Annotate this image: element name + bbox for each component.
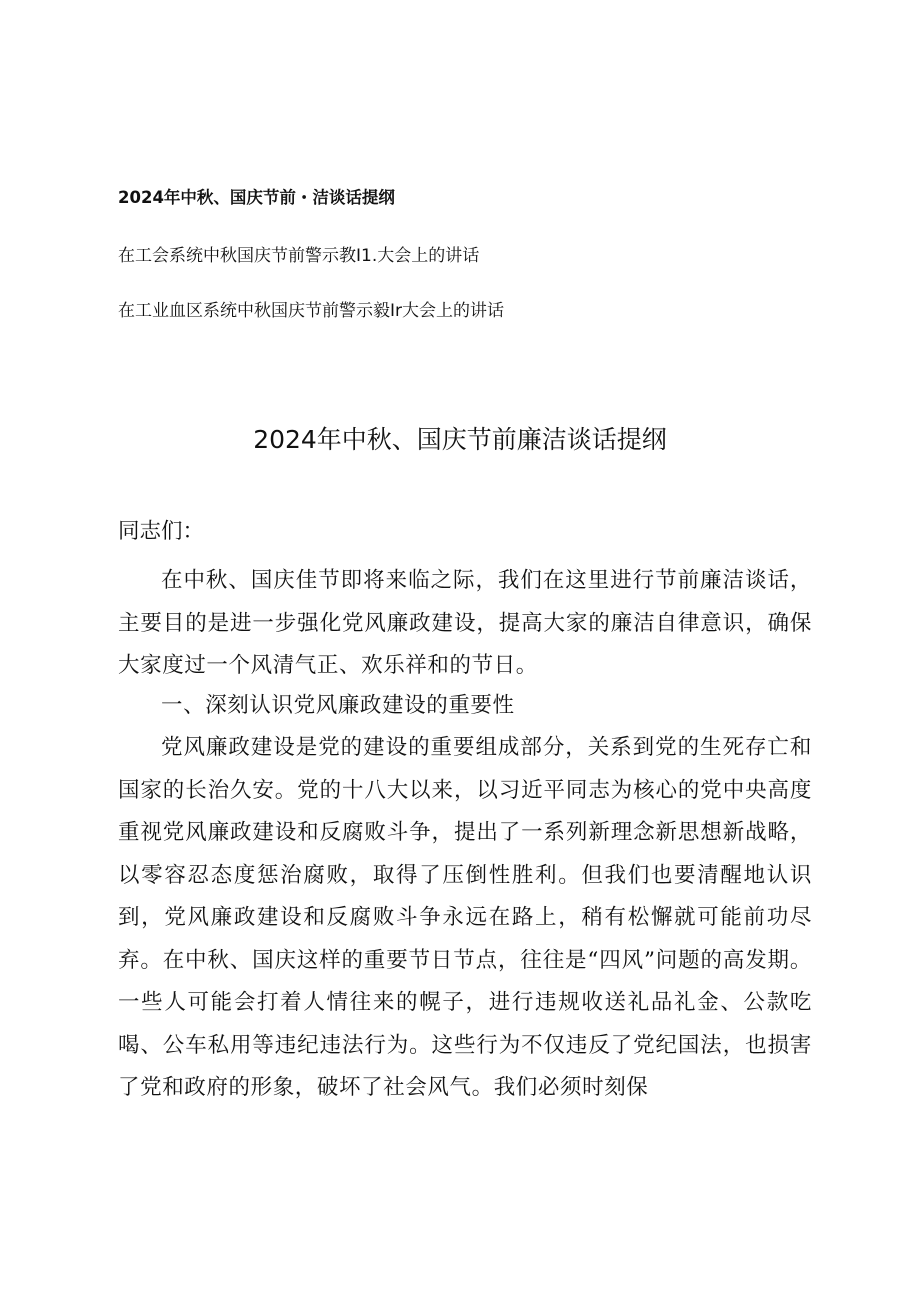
section-1-paragraph: 党风廉政建设是党的建设的重要组成部分，关系到党的生死存亡和国家的长治久安。党的十八大以来，以习近平同志为核心的党中央高度重视党风廉政建设和反腐败斗争，提出了一系列新理念新思想新战略，以零容忍态度惩治腐败，取得了压倒性胜利。但我们也要清醒地认识到，党风廉政建设和反腐败斗争永远在路上，稍有松懈就可能前功尽弃。在中秋、国庆这样的重要节日节点，往往是“四风”问题的高发期。一些人可能会打着人情往来的幌子，进行违规收送礼品礼金、公款吃喝、公车私用等违纪违法行为。这些行为不仅违反了党纪国法，也损害了党和政府的形象，破坏了社会风气。我们必须时刻保 bbox=[118, 735, 812, 1100]
toc-item-3[interactable]: 在工业血区系统中秋国庆节前警示毅Ir大会上的讲话 bbox=[118, 301, 505, 321]
toc-item-1[interactable]: 2024年中秋、国庆节前・洁谈话提纲 bbox=[118, 188, 395, 207]
salutation: 同志们： bbox=[118, 519, 205, 544]
section-heading-1: 一、深刻认识党风廉政建设的重要性 bbox=[161, 693, 515, 718]
toc-item-2[interactable]: 在工会系统中秋国庆节前警示教I1.大会上的讲话 bbox=[118, 246, 480, 266]
intro-paragraph: 在中秋、国庆佳节即将来临之际，我们在这里进行节前廉洁谈话，主要目的是进一步强化党风廉政建设，提高大家的廉洁自律意识，确保大家度过一个风清气正、欢乐祥和的节日。 bbox=[118, 568, 812, 678]
document-title: 2024年中秋、国庆节前廉洁谈话提纲 bbox=[253, 425, 667, 454]
